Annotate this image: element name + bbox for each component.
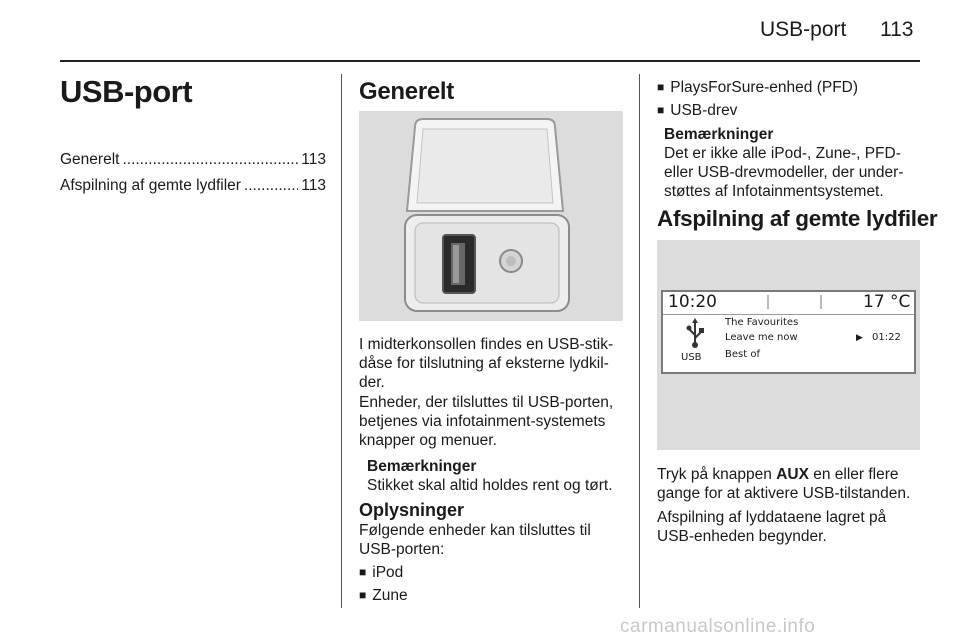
usb-icon bbox=[685, 318, 705, 352]
list-item: ■ USB-drev bbox=[657, 101, 737, 121]
column-divider bbox=[341, 74, 342, 608]
column-divider bbox=[639, 74, 640, 608]
toc-label: Afspilning af gemte lydfiler bbox=[60, 177, 241, 194]
display-source-label: USB bbox=[681, 352, 702, 363]
display-elapsed-time: 01:22 bbox=[872, 332, 901, 343]
list-item: ■ Zune bbox=[359, 586, 408, 606]
display-separator bbox=[767, 295, 769, 309]
subheading-oplysninger: Oplysninger bbox=[359, 500, 465, 520]
section-heading-playback: Afspilning af gemte lydfiler bbox=[657, 206, 938, 231]
display-separator bbox=[820, 295, 822, 309]
display-time: 10:20 bbox=[668, 292, 717, 312]
paragraph: Enheder, der tilsluttes til USB-porten, betjenes via infotainment-systemets knapper og menuer. bbox=[359, 394, 614, 449]
display-track[interactable]: Best of bbox=[725, 349, 760, 360]
toc-page: 113 bbox=[301, 177, 326, 194]
toc-label: Generelt bbox=[60, 151, 120, 168]
paragraph: I midterkonsollen findes en USB-stik- dåse for tilslutning af eksterne lydkil- der. bbox=[359, 336, 614, 391]
usb-socket-photo bbox=[359, 111, 623, 321]
note-text: Stikket skal altid holdes rent og tørt. bbox=[367, 477, 613, 494]
toc-page: 113 bbox=[301, 151, 326, 168]
paragraph: Følgende enheder kan tilsluttes til USB-porten: bbox=[359, 522, 591, 558]
list-item: ■ PlaysForSure-enhed (PFD) bbox=[657, 78, 858, 98]
watermark: carmanualsonline.info bbox=[620, 616, 816, 637]
toc-leader bbox=[244, 177, 298, 195]
section-heading-generelt: Generelt bbox=[359, 78, 454, 105]
usb-socket-illustration bbox=[359, 111, 623, 321]
page-number: 113 bbox=[880, 18, 914, 41]
note-box: Bemærkninger Det er ikke alle iPod-, Zune-, PFD- eller USB-drevmodeller, der under- støttes af Infotainmentsystemet. bbox=[664, 126, 904, 200]
running-header-title: USB-port bbox=[760, 18, 847, 41]
paragraph: Afspilning af lyddataene lagret på USB-enheden begynder. bbox=[657, 509, 887, 545]
note-box bbox=[367, 457, 613, 495]
toc-entry[interactable] bbox=[60, 177, 326, 195]
chapter-title: USB-port bbox=[60, 74, 193, 109]
infotainment-display-figure bbox=[657, 240, 920, 450]
display-status-bar bbox=[663, 292, 914, 315]
note-title: Bemærkninger bbox=[367, 458, 477, 475]
display-track[interactable]: Leave me now bbox=[725, 332, 798, 343]
toc-leader bbox=[122, 151, 298, 169]
paragraph: Tryk på knappen AUX en eller flere gange for at aktivere USB-tilstanden. bbox=[657, 466, 911, 502]
toc-entry[interactable] bbox=[60, 151, 326, 169]
note-title: Bemærkninger bbox=[664, 126, 774, 143]
list-item: ■ iPod bbox=[359, 563, 403, 583]
display-track[interactable]: The Favourites bbox=[725, 317, 799, 328]
key-label-aux: AUX bbox=[776, 466, 809, 483]
play-icon: ▶ bbox=[856, 333, 863, 343]
header-rule bbox=[60, 60, 920, 62]
display-screen bbox=[661, 290, 916, 374]
display-temperature: 17 °C bbox=[863, 292, 911, 312]
